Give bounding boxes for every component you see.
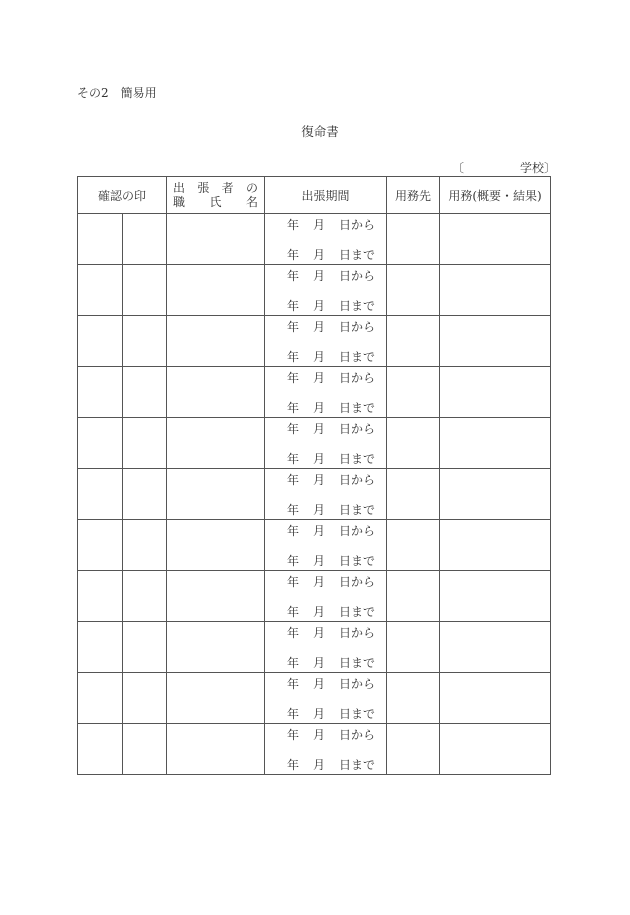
table-row [78, 316, 551, 367]
form-subtitle: その2 簡易用 [77, 86, 157, 100]
traveler-name-cell[interactable] [167, 418, 265, 469]
month-label: 月 [313, 248, 326, 262]
seal-cell-2[interactable] [123, 367, 167, 418]
month-label: 月 [313, 503, 326, 517]
period-from [287, 420, 375, 437]
month-label: 月 [313, 626, 326, 640]
table-row [78, 673, 551, 724]
period-to [287, 654, 375, 671]
destination-cell[interactable] [387, 469, 440, 520]
period-cell[interactable] [265, 367, 387, 418]
month-label: 月 [313, 728, 326, 742]
report-table [77, 176, 551, 775]
year-label: 年 [287, 269, 300, 283]
destination-cell[interactable] [387, 265, 440, 316]
seal-cell-2[interactable] [123, 418, 167, 469]
school-open-bracket: 〔 [452, 161, 465, 175]
period-from [287, 726, 375, 743]
traveler-name-cell[interactable] [167, 673, 265, 724]
period-from [287, 471, 375, 488]
month-label: 月 [313, 575, 326, 589]
year-label: 年 [287, 728, 300, 742]
year-label: 年 [287, 707, 300, 721]
year-label: 年 [287, 605, 300, 619]
seal-cell-2[interactable] [123, 265, 167, 316]
day-to-label: 日まで [339, 299, 376, 313]
month-label: 月 [313, 524, 326, 538]
table-row [78, 520, 551, 571]
seal-cell-1[interactable] [78, 367, 123, 418]
year-label: 年 [287, 758, 300, 772]
seal-cell-2[interactable] [123, 316, 167, 367]
destination-cell[interactable] [387, 418, 440, 469]
year-label: 年 [287, 401, 300, 415]
month-label: 月 [313, 554, 326, 568]
year-label: 年 [287, 656, 300, 670]
business-cell[interactable] [440, 367, 551, 418]
destination-cell[interactable] [387, 673, 440, 724]
month-label: 月 [313, 269, 326, 283]
table-row [78, 265, 551, 316]
period-to [287, 348, 375, 365]
business-cell[interactable] [440, 673, 551, 724]
month-label: 月 [313, 707, 326, 721]
year-label: 年 [287, 350, 300, 364]
traveler-name-cell[interactable] [167, 367, 265, 418]
day-from-label: 日から [339, 626, 376, 640]
year-label: 年 [287, 503, 300, 517]
month-label: 月 [313, 218, 326, 232]
header-char: 張 [197, 181, 210, 195]
header-char: 出 [173, 181, 186, 195]
destination-cell[interactable] [387, 316, 440, 367]
day-from-label: 日から [339, 371, 376, 385]
seal-cell-2[interactable] [123, 724, 167, 775]
header-period: 出張期間 [265, 177, 387, 214]
day-to-label: 日まで [339, 350, 376, 364]
year-label: 年 [287, 422, 300, 436]
period-from [287, 624, 375, 641]
month-label: 月 [313, 677, 326, 691]
year-label: 年 [287, 320, 300, 334]
table-row [78, 622, 551, 673]
year-label: 年 [287, 473, 300, 487]
table-row [78, 724, 551, 775]
day-from-label: 日から [339, 575, 376, 589]
destination-cell[interactable] [387, 520, 440, 571]
seal-cell-1[interactable] [78, 214, 123, 265]
traveler-name-cell[interactable] [167, 316, 265, 367]
period-to [287, 450, 375, 467]
business-cell[interactable] [440, 571, 551, 622]
period-from [287, 369, 375, 386]
day-to-label: 日まで [339, 605, 376, 619]
destination-cell[interactable] [387, 214, 440, 265]
seal-cell-1[interactable] [78, 469, 123, 520]
period-from [287, 573, 375, 590]
business-cell[interactable] [440, 724, 551, 775]
year-label: 年 [287, 626, 300, 640]
day-to-label: 日まで [339, 758, 376, 772]
year-label: 年 [287, 524, 300, 538]
day-from-label: 日から [339, 218, 376, 232]
business-cell[interactable] [440, 265, 551, 316]
table-row [78, 418, 551, 469]
header-destination: 用務先 [387, 177, 440, 214]
seal-cell-2[interactable] [123, 520, 167, 571]
header-business: 用務(概要・結果) [440, 177, 551, 214]
period-cell[interactable] [265, 418, 387, 469]
period-from [287, 216, 375, 233]
business-cell[interactable] [440, 418, 551, 469]
traveler-name-cell[interactable] [167, 622, 265, 673]
seal-cell-1[interactable] [78, 724, 123, 775]
year-label: 年 [287, 452, 300, 466]
period-to [287, 399, 375, 416]
business-cell[interactable] [440, 214, 551, 265]
day-to-label: 日まで [339, 248, 376, 262]
day-to-label: 日まで [339, 707, 376, 721]
day-from-label: 日から [339, 524, 376, 538]
year-label: 年 [287, 299, 300, 313]
period-to [287, 756, 375, 773]
period-cell[interactable] [265, 214, 387, 265]
year-label: 年 [287, 554, 300, 568]
document-title: 復命書 [301, 124, 339, 139]
header-char: の [245, 181, 258, 195]
period-to [287, 552, 375, 569]
traveler-name-cell[interactable] [167, 265, 265, 316]
period-cell[interactable] [265, 469, 387, 520]
period-to [287, 246, 375, 263]
period-cell[interactable] [265, 316, 387, 367]
year-label: 年 [287, 218, 300, 232]
period-to [287, 297, 375, 314]
header-row [78, 177, 551, 214]
period-cell[interactable] [265, 265, 387, 316]
period-cell[interactable] [265, 724, 387, 775]
seal-cell-2[interactable] [123, 469, 167, 520]
table-row [78, 367, 551, 418]
seal-cell-1[interactable] [78, 673, 123, 724]
seal-cell-1[interactable] [78, 622, 123, 673]
year-label: 年 [287, 248, 300, 262]
month-label: 月 [313, 350, 326, 364]
day-from-label: 日から [339, 269, 376, 283]
day-to-label: 日まで [339, 656, 376, 670]
school-label: 学校〕 [519, 161, 556, 175]
traveler-name-cell[interactable] [167, 571, 265, 622]
period-from [287, 522, 375, 539]
destination-cell[interactable] [387, 724, 440, 775]
table-row [78, 571, 551, 622]
period-from [287, 318, 375, 335]
header-traveler-name [167, 177, 265, 214]
seal-cell-2[interactable] [123, 673, 167, 724]
day-from-label: 日から [339, 320, 376, 334]
month-label: 月 [313, 299, 326, 313]
header-confirm-seal: 確認の印 [78, 177, 167, 214]
day-from-label: 日から [339, 422, 376, 436]
destination-cell[interactable] [387, 367, 440, 418]
business-cell[interactable] [440, 520, 551, 571]
day-to-label: 日まで [339, 452, 376, 466]
destination-cell[interactable] [387, 571, 440, 622]
traveler-name-cell[interactable] [167, 520, 265, 571]
table-row [78, 214, 551, 265]
traveler-name-cell[interactable] [167, 724, 265, 775]
header-char: 名 [245, 195, 258, 209]
seal-cell-2[interactable] [123, 622, 167, 673]
year-label: 年 [287, 371, 300, 385]
day-to-label: 日まで [339, 503, 376, 517]
month-label: 月 [313, 605, 326, 619]
business-cell[interactable] [440, 316, 551, 367]
period-from [287, 267, 375, 284]
day-from-label: 日から [339, 473, 376, 487]
month-label: 月 [313, 401, 326, 415]
business-cell[interactable] [440, 469, 551, 520]
seal-cell-1[interactable] [78, 571, 123, 622]
seal-cell-1[interactable] [78, 316, 123, 367]
period-cell[interactable] [265, 571, 387, 622]
month-label: 月 [313, 452, 326, 466]
month-label: 月 [313, 473, 326, 487]
seal-cell-1[interactable] [78, 265, 123, 316]
period-to [287, 705, 375, 722]
day-from-label: 日から [339, 677, 376, 691]
header-char: 氏 [209, 195, 222, 209]
seal-cell-1[interactable] [78, 418, 123, 469]
business-cell[interactable] [440, 622, 551, 673]
period-cell[interactable] [265, 673, 387, 724]
seal-cell-2[interactable] [123, 214, 167, 265]
header-char: 者 [221, 181, 234, 195]
month-label: 月 [313, 758, 326, 772]
traveler-name-cell[interactable] [167, 469, 265, 520]
month-label: 月 [313, 656, 326, 670]
traveler-name-cell[interactable] [167, 214, 265, 265]
month-label: 月 [313, 371, 326, 385]
year-label: 年 [287, 575, 300, 589]
period-cell[interactable] [265, 520, 387, 571]
seal-cell-1[interactable] [78, 520, 123, 571]
seal-cell-2[interactable] [123, 571, 167, 622]
day-from-label: 日から [339, 728, 376, 742]
period-to [287, 603, 375, 620]
header-char: 職 [173, 195, 186, 209]
day-to-label: 日まで [339, 554, 376, 568]
year-label: 年 [287, 677, 300, 691]
table-row [78, 469, 551, 520]
period-cell[interactable] [265, 622, 387, 673]
period-from [287, 675, 375, 692]
month-label: 月 [313, 422, 326, 436]
period-to [287, 501, 375, 518]
day-to-label: 日まで [339, 401, 376, 415]
destination-cell[interactable] [387, 622, 440, 673]
month-label: 月 [313, 320, 326, 334]
